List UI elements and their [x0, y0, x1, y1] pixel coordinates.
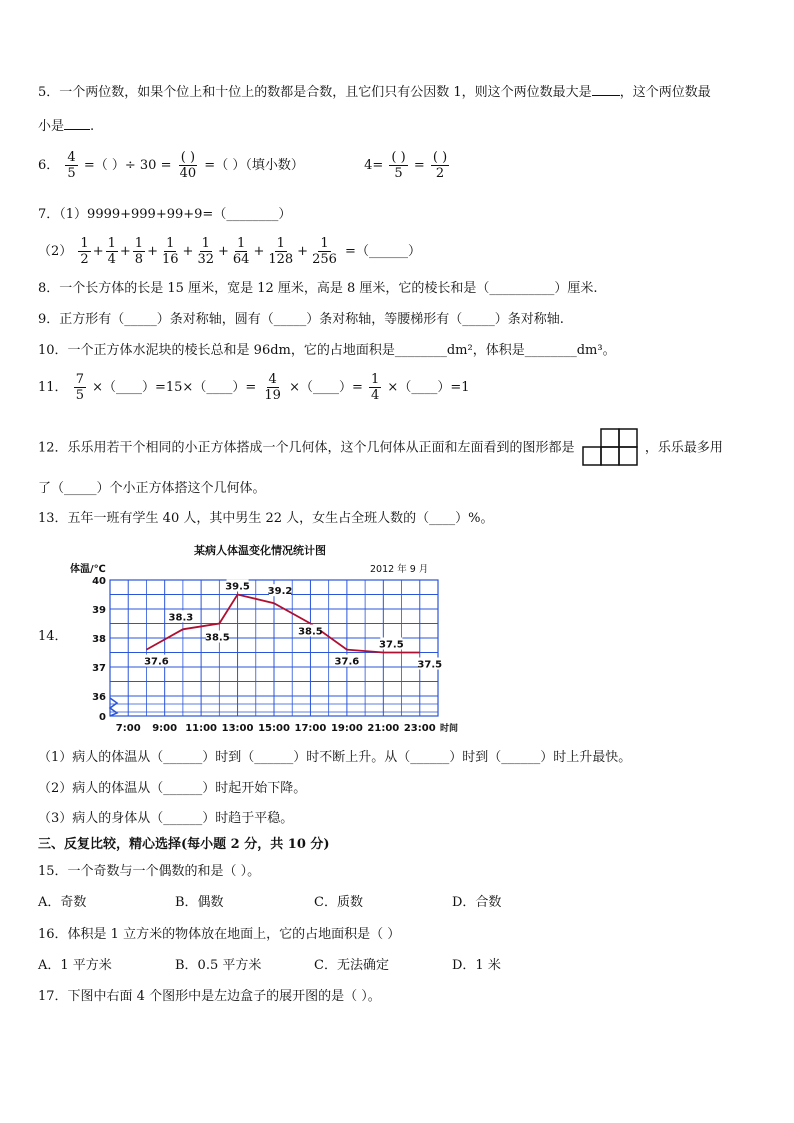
q6-f4-numerator: ( ): [432, 150, 448, 165]
data-label: 39.2: [267, 586, 293, 598]
x-tick-label: 15:00: [258, 723, 290, 734]
question-6: [38, 150, 451, 181]
section-3-heading: [38, 836, 330, 854]
q7-fraction-denominator: 8: [134, 252, 144, 267]
data-label: 37.5: [378, 639, 404, 651]
q7-fraction-numerator: 1: [80, 236, 89, 251]
q6-f1-numerator: 4: [67, 150, 76, 165]
q6-fraction-2: [178, 150, 199, 181]
chart-title: 某病人体温变化情况统计图: [194, 544, 326, 557]
y-tick-label: 39: [92, 605, 106, 616]
q6-f2-numerator: ( ): [180, 150, 196, 165]
y-axis-label: 体温/℃: [70, 564, 106, 575]
q7-fraction-denominator: 16: [161, 252, 179, 267]
q11-tail: ×（____）=1: [387, 380, 470, 395]
q5-blank-max[interactable]: [592, 82, 620, 96]
q11-f1-denominator: 5: [75, 388, 84, 403]
cube-view-figure: [581, 428, 639, 468]
q7-fraction-sum: [76, 236, 340, 267]
q6-num: 6．: [38, 158, 60, 173]
question-12-line1: [38, 428, 723, 468]
q7-part2-label: （2）: [38, 244, 73, 259]
q7-fraction-numerator: 1: [201, 236, 210, 251]
q15-option-b[interactable]: B．偶数: [175, 895, 224, 910]
axis-break-zigzag: [110, 698, 117, 716]
plus-sign: +: [182, 244, 194, 259]
question-9: [38, 311, 564, 329]
question-5-line2: [38, 116, 94, 136]
y-tick-label: 36: [92, 692, 106, 703]
question-7-part1: [38, 206, 291, 224]
q7-fraction-numerator: 1: [276, 236, 285, 251]
x-tick-label: 23:00: [403, 723, 436, 734]
question-10: [38, 342, 616, 360]
q6-fraction-3: [389, 150, 407, 181]
q16-option-d[interactable]: D．1 米: [452, 958, 501, 973]
q5-text-d: .: [90, 119, 95, 134]
q11-f3-denominator: 4: [371, 388, 380, 403]
x-tick-label: 9:00: [152, 723, 178, 734]
question-14-sub2: [38, 780, 306, 798]
q14-num: 14．: [38, 629, 68, 644]
q11-fraction-3: [369, 372, 381, 403]
plus-sign: +: [92, 244, 104, 259]
plus-sign: +: [253, 244, 265, 259]
data-label: 38.5: [204, 632, 230, 644]
q11-f1-numerator: 7: [75, 372, 84, 387]
plus-sign: +: [147, 244, 158, 259]
question-14-sub3: [38, 810, 293, 828]
plus-sign: +: [119, 244, 131, 259]
q7-fraction: [231, 236, 252, 267]
question-11: [38, 372, 469, 403]
q16-option-b[interactable]: B．0.5 平方米: [175, 958, 262, 973]
y-tick-label: 38: [92, 634, 106, 645]
question-13: [38, 510, 494, 528]
plus-sign: +: [217, 244, 229, 259]
section-3-text: 三、反复比较，精心选择(每小题 2 分，共 10 分): [38, 837, 330, 852]
question-16: [38, 926, 400, 944]
q6-four: 4=: [364, 158, 384, 173]
chart-subtitle: 2012 年 9 月: [370, 564, 429, 575]
x-tick-label: 11:00: [185, 723, 218, 734]
q7-fraction: [78, 236, 90, 267]
q5-text-c: 小是: [38, 119, 65, 134]
q7-fraction-numerator: 1: [166, 236, 175, 251]
data-label: 37.6: [334, 656, 360, 668]
q11-num: 11．: [38, 380, 68, 395]
q11-f2-denominator: 19: [264, 388, 281, 403]
chart-axis: [110, 698, 117, 716]
q14-sub3-text: （3）病人的身体从（______）时趋于平稳。: [38, 811, 294, 826]
q7-fraction-denominator: 128: [268, 252, 294, 267]
q7-fraction: [160, 236, 181, 267]
q7-fraction-denominator: 32: [197, 252, 214, 267]
q11-f3-numerator: 1: [371, 372, 380, 387]
q15-option-d[interactable]: D．合数: [452, 895, 502, 910]
y-tick-label: 40: [92, 576, 106, 587]
q11-fraction-1: [74, 372, 86, 403]
q5-text-a: 5．一个两位数，如果个位上和十位上的数都是合数，且它们只有公因数 1，则这个两位数最大是: [38, 85, 592, 100]
q7-fraction: [133, 236, 145, 267]
q9-text: 9．正方形有（_____）条对称轴，圆有（_____）条对称轴，等腰梯形有（_____）条对称轴.: [38, 312, 564, 327]
question-15: [38, 863, 260, 881]
question-14-sub1: [38, 749, 631, 767]
q10-text: 10．一个正方体水泥块的棱长总和是 96dm，它的占地面积是________dm²，体积是________dm³。: [38, 343, 616, 358]
data-label: 38.3: [168, 612, 194, 624]
q7-fraction-numerator: 1: [320, 236, 329, 251]
q12-text-a: 12．乐乐用若干个相同的小正方体搭成一个几何体，这个几何体从正面和左面看到的图形都是: [38, 440, 575, 456]
question-8: [38, 280, 598, 298]
q6-eq1: =（ ）÷ 30 =: [83, 158, 172, 173]
q15-option-a[interactable]: A．奇数: [38, 895, 87, 910]
x-tick-label: 13:00: [221, 723, 254, 734]
q14-sub2-text: （2）病人的体温从（______）时起开始下降。: [38, 781, 307, 796]
q12-text-b: ，乐乐最多用: [644, 440, 723, 456]
q6-f4-denominator: 2: [435, 166, 445, 181]
q15-option-c[interactable]: C．质数: [314, 895, 363, 910]
x-tick-label: 7:00: [115, 723, 141, 734]
data-label: 37.6: [144, 656, 169, 668]
data-label: 39.5: [225, 581, 250, 593]
q12-text-c: 了（_____）个小正方体搭这个几何体。: [38, 481, 266, 496]
question-7-part2: [38, 236, 421, 267]
question-12-line2: [38, 480, 266, 498]
q15-stem: 15．一个奇数与一个偶数的和是（ ）。: [38, 864, 261, 879]
q7-fraction-numerator: 1: [237, 236, 246, 251]
x-tick-label: 21:00: [367, 723, 400, 734]
x-tick-label: 17:00: [294, 723, 327, 734]
y-tick-label: 37: [92, 663, 106, 674]
q11-fraction-2: [262, 372, 283, 403]
q16-option-c[interactable]: C．无法确定: [314, 958, 389, 973]
data-label: 38.5: [298, 626, 323, 638]
q5-blank-min[interactable]: [64, 116, 90, 130]
x-axis-label: 时间: [440, 724, 459, 734]
q16-stem: 16．体积是 1 立方米的物体放在地面上，它的占地面积是（ ）: [38, 927, 401, 942]
x-tick-label: 19:00: [330, 723, 363, 734]
question-17: [38, 988, 381, 1006]
q5-text-b: ，这个两位数最: [619, 85, 711, 100]
q8-text: 8．一个长方体的长是 15 厘米，宽是 12 厘米，高是 8 厘米，它的棱长和是（__________）厘米.: [38, 281, 598, 296]
q7-fraction-numerator: 1: [134, 236, 144, 251]
q7-fraction-denominator: 256: [312, 252, 337, 267]
temperature-line-chart: [60, 540, 460, 740]
y-tick-label: 0: [99, 712, 106, 723]
q6-eq2: =（ ）（填小数）: [204, 158, 304, 173]
q6-fraction-1: [65, 150, 77, 181]
q11-mid1: ×（____）=15×（____）=: [92, 380, 257, 395]
question-5-line1: [38, 82, 711, 102]
q14-sub1-text: （1）病人的体温从（______）时到（______）时不断上升。从（______）时到（______）时上升最快。: [38, 750, 632, 765]
q7-fraction-denominator: 64: [232, 252, 250, 267]
q11-mid2: ×（____）=: [289, 380, 363, 395]
q7-fraction-denominator: 4: [107, 252, 116, 267]
q7-fraction: [106, 236, 118, 267]
q7-fraction-denominator: 2: [80, 252, 89, 267]
q6-fraction-4: [431, 150, 449, 181]
q6-f2-denominator: 40: [179, 166, 197, 181]
q7-fraction-numerator: 1: [107, 236, 116, 251]
q6-f3-denominator: 5: [394, 166, 403, 181]
q16-option-a[interactable]: A．1 平方米: [38, 958, 112, 973]
q6-eq3: =: [413, 158, 425, 173]
q7-tail: =（______）: [345, 244, 421, 259]
q7-fraction: [310, 236, 339, 267]
data-label: 37.5: [417, 659, 443, 671]
q13-text: 13．五年一班有学生 40 人，其中男生 22 人，女生占全班人数的（____）%。: [38, 511, 494, 526]
q6-f1-denominator: 5: [67, 166, 76, 181]
plus-sign: +: [297, 244, 309, 259]
q7-part1-text: 7．（1）9999+999+99+9=（________）: [38, 207, 292, 222]
q17-text: 17．下图中右面 4 个图形中是左边盒子的展开图的是（ ）。: [38, 989, 381, 1004]
q11-f2-numerator: 4: [268, 372, 277, 387]
q7-fraction: [266, 236, 295, 267]
q6-f3-numerator: ( ): [391, 150, 406, 165]
q7-fraction: [195, 236, 216, 267]
